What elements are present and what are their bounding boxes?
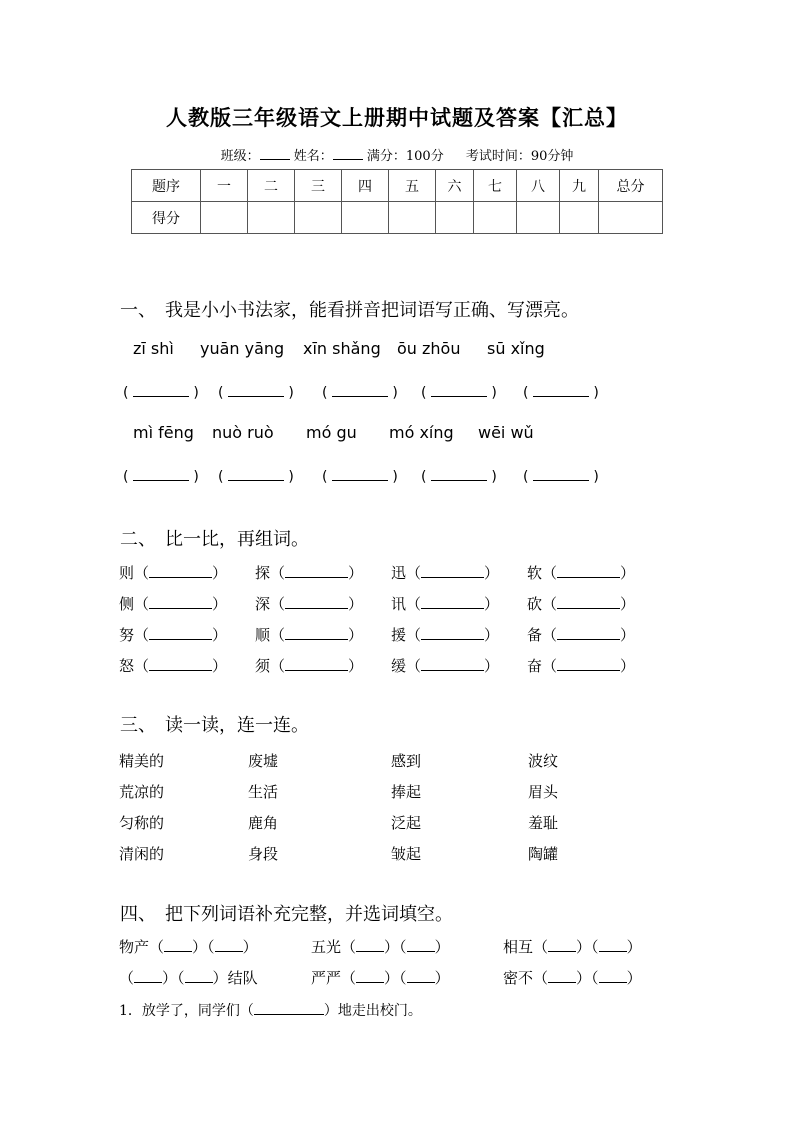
section-4-heading: 四、 把下列词语补充完整，并选词填空。 bbox=[120, 904, 453, 925]
word-group-item[interactable]: 缓（ ） bbox=[391, 657, 500, 675]
name-label: 姓名： bbox=[293, 149, 333, 164]
match-item[interactable]: 荒凉的 bbox=[119, 783, 165, 801]
pinyin-10: wēi wǔ bbox=[478, 423, 534, 442]
score-cell[interactable] bbox=[248, 202, 295, 234]
match-item[interactable]: 清闲的 bbox=[119, 845, 165, 863]
score-cell[interactable] bbox=[201, 202, 248, 234]
section-3-heading: 三、 读一读，连一连。 bbox=[120, 715, 309, 736]
idiom-item[interactable]: 物产（ ）（ ） bbox=[119, 938, 258, 956]
header-cell: 总分 bbox=[599, 170, 663, 202]
word-group-item[interactable]: 努（ ） bbox=[119, 626, 228, 644]
row-label: 得分 bbox=[132, 202, 201, 234]
class-blank[interactable] bbox=[260, 147, 290, 160]
page-title: 人教版三年级语文上册期中试题及答案【汇总】 bbox=[166, 105, 628, 130]
pinyin-9: mó xíng bbox=[389, 423, 454, 442]
exam-info bbox=[0, 145, 794, 164]
score-cell[interactable] bbox=[295, 202, 342, 234]
score-cell[interactable] bbox=[436, 202, 474, 234]
answer-blank[interactable]: ( ) bbox=[123, 382, 199, 401]
header-cell: 题序 bbox=[132, 170, 201, 202]
match-item[interactable]: 皱起 bbox=[391, 845, 422, 863]
word-group-item[interactable]: 探（ ） bbox=[255, 564, 364, 582]
pinyin-7: nuò ruò bbox=[212, 423, 274, 442]
word-group-item[interactable]: 讯（ ） bbox=[391, 595, 500, 613]
idiom-item[interactable]: 相互（ ）（ ） bbox=[503, 938, 642, 956]
idiom-item[interactable]: （ ）（ ）结队 bbox=[119, 969, 258, 987]
match-item[interactable]: 感到 bbox=[391, 752, 422, 770]
score-table bbox=[131, 169, 663, 234]
score-table-score-row bbox=[132, 202, 663, 234]
answer-blank[interactable]: ( ) bbox=[123, 466, 199, 485]
score-cell[interactable] bbox=[517, 202, 560, 234]
name-blank[interactable] bbox=[333, 147, 363, 160]
match-item[interactable]: 泛起 bbox=[391, 814, 422, 832]
pinyin-1: zī shì bbox=[133, 339, 174, 358]
section-1-heading: 一、 我是小小书法家，能看拼音把词语写正确、写漂亮。 bbox=[120, 300, 579, 321]
answer-blank[interactable]: ( ) bbox=[421, 466, 497, 485]
word-group-item[interactable]: 软（ ） bbox=[527, 564, 636, 582]
header-cell: 三 bbox=[295, 170, 342, 202]
match-item[interactable]: 羞耻 bbox=[528, 814, 559, 832]
header-cell: 五 bbox=[389, 170, 436, 202]
word-group-item[interactable]: 奋（ ） bbox=[527, 657, 636, 675]
match-item[interactable]: 捧起 bbox=[391, 783, 422, 801]
match-item[interactable]: 鹿角 bbox=[248, 814, 279, 832]
exam-time-label: 考试时间：90分钟 bbox=[465, 149, 574, 164]
word-group-item[interactable]: 须（ ） bbox=[255, 657, 364, 675]
answer-blank[interactable]: ( ) bbox=[218, 466, 294, 485]
match-item[interactable]: 陶罐 bbox=[528, 845, 559, 863]
match-item[interactable]: 精美的 bbox=[119, 752, 165, 770]
pinyin-3: xīn shǎng bbox=[303, 339, 381, 358]
word-group-item[interactable]: 砍（ ） bbox=[527, 595, 636, 613]
pinyin-2: yuān yāng bbox=[200, 339, 285, 358]
answer-blank[interactable]: ( ) bbox=[523, 382, 599, 401]
answer-blank[interactable]: ( ) bbox=[523, 466, 599, 485]
header-cell: 一 bbox=[201, 170, 248, 202]
word-group-item[interactable]: 援（ ） bbox=[391, 626, 500, 644]
score-cell[interactable] bbox=[599, 202, 663, 234]
match-item[interactable]: 身段 bbox=[248, 845, 279, 863]
word-group-item[interactable]: 深（ ） bbox=[255, 595, 364, 613]
score-cell[interactable] bbox=[560, 202, 599, 234]
header-cell: 四 bbox=[342, 170, 389, 202]
idiom-item[interactable]: 五光（ ）（ ） bbox=[311, 938, 450, 956]
header-cell: 六 bbox=[436, 170, 474, 202]
answer-blank[interactable]: ( ) bbox=[322, 382, 398, 401]
word-group-item[interactable]: 迅（ ） bbox=[391, 564, 500, 582]
answer-blank[interactable]: ( ) bbox=[322, 466, 398, 485]
score-cell[interactable] bbox=[474, 202, 517, 234]
full-score-label: 满分：100分 bbox=[366, 149, 444, 164]
fill-question-1[interactable]: 1．放学了，同学们（ ）地走出校门。 bbox=[119, 1000, 422, 1020]
score-table-header-row bbox=[132, 170, 663, 202]
score-cell[interactable] bbox=[389, 202, 436, 234]
section-2-heading: 二、 比一比，再组词。 bbox=[120, 529, 309, 550]
pinyin-4: ōu zhōu bbox=[397, 339, 461, 358]
idiom-item[interactable]: 密不（ ）（ ） bbox=[503, 969, 642, 987]
header-cell: 九 bbox=[560, 170, 599, 202]
word-group-item[interactable]: 备（ ） bbox=[527, 626, 636, 644]
match-item[interactable]: 匀称的 bbox=[119, 814, 165, 832]
match-item[interactable]: 废墟 bbox=[248, 752, 279, 770]
pinyin-8: mó gu bbox=[306, 423, 357, 442]
word-group-item[interactable]: 怒（ ） bbox=[119, 657, 228, 675]
match-item[interactable]: 眉头 bbox=[528, 783, 559, 801]
header-cell: 七 bbox=[474, 170, 517, 202]
pinyin-5: sū xǐng bbox=[487, 339, 545, 358]
header-cell: 八 bbox=[517, 170, 560, 202]
score-cell[interactable] bbox=[342, 202, 389, 234]
word-group-item[interactable]: 侧（ ） bbox=[119, 595, 228, 613]
word-group-item[interactable]: 顺（ ） bbox=[255, 626, 364, 644]
word-group-item[interactable]: 则（ ） bbox=[119, 564, 228, 582]
match-item[interactable]: 生活 bbox=[248, 783, 279, 801]
pinyin-6: mì fēng bbox=[133, 423, 194, 442]
match-item[interactable]: 波纹 bbox=[528, 752, 559, 770]
header-cell: 二 bbox=[248, 170, 295, 202]
answer-blank[interactable]: ( ) bbox=[218, 382, 294, 401]
class-label: 班级： bbox=[220, 149, 260, 164]
idiom-item[interactable]: 严严（ ）（ ） bbox=[311, 969, 450, 987]
answer-blank[interactable]: ( ) bbox=[421, 382, 497, 401]
